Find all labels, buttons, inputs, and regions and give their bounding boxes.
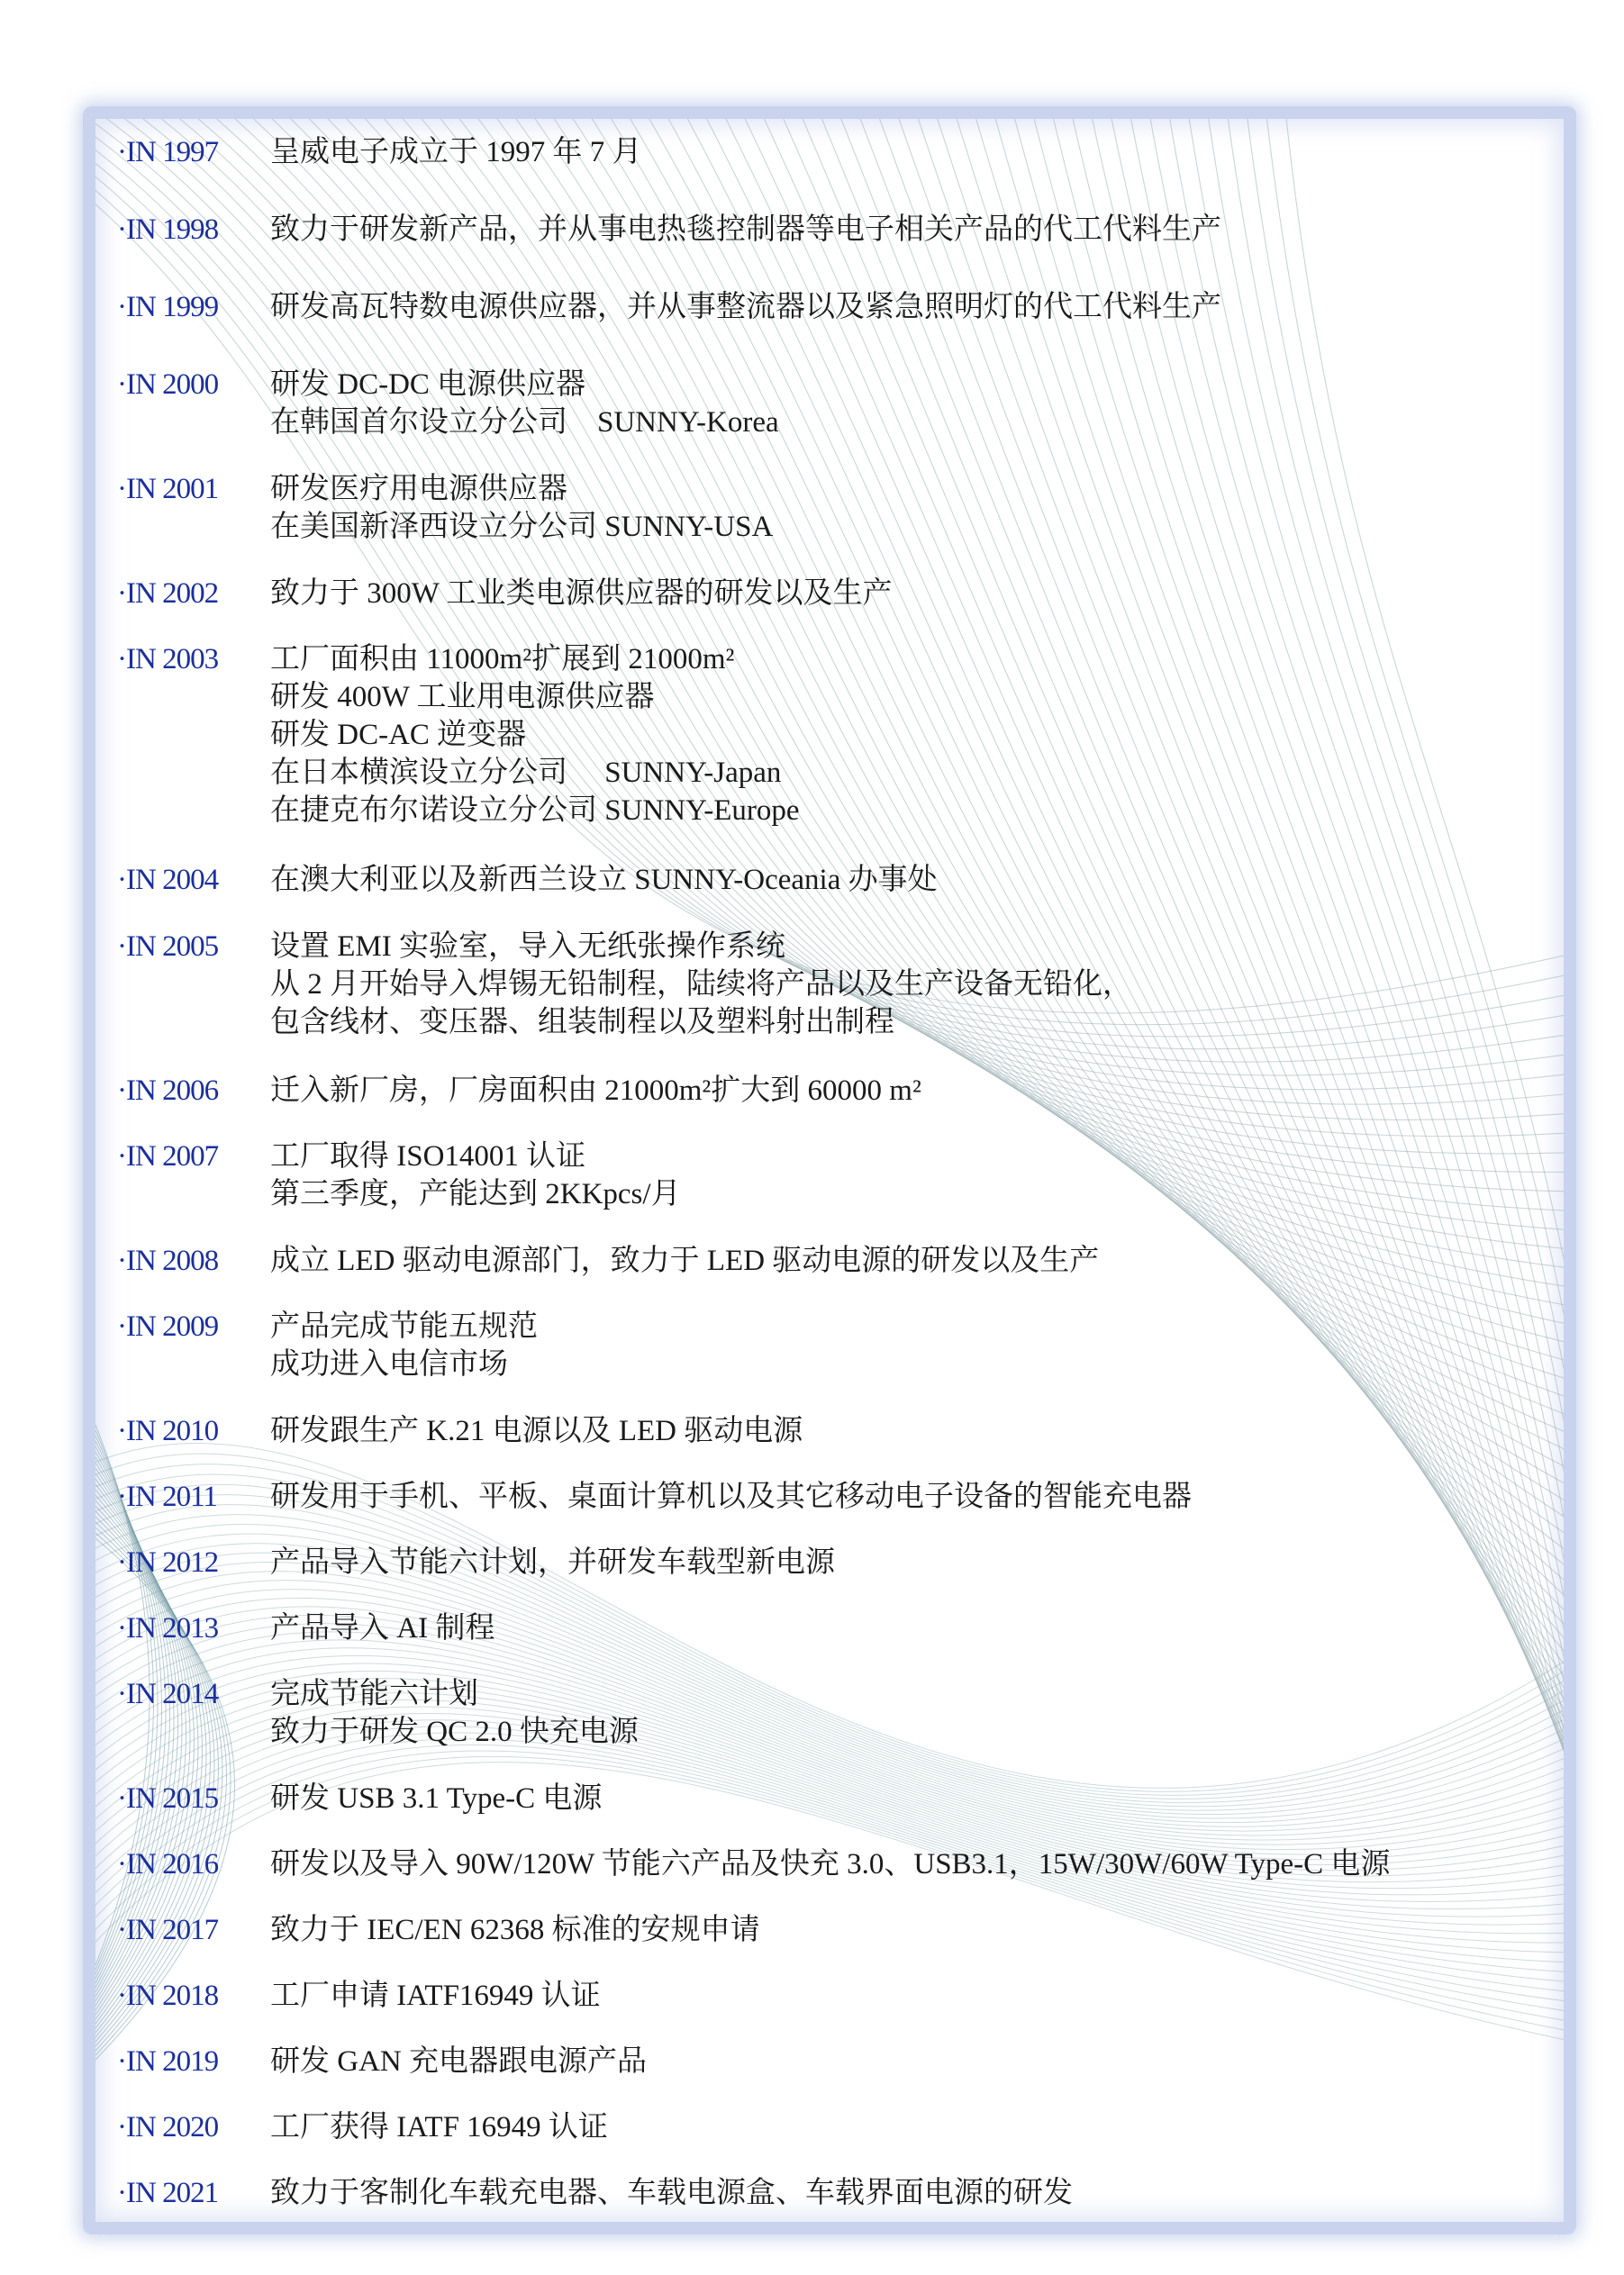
entry-year	[117, 288, 218, 326]
entry-line: 在日本横滨设立分公司 SUNNY-Japan	[270, 757, 782, 789]
entry-year	[117, 133, 218, 171]
entry-description	[270, 928, 1132, 1041]
bullet-dot: ·	[117, 1245, 126, 1277]
bullet-dot: ·	[117, 864, 126, 896]
entry-description	[270, 1780, 602, 1817]
bullet-dot: ·	[117, 1481, 126, 1513]
entry-description	[270, 1412, 803, 1450]
entry-description	[270, 861, 938, 899]
year-label: IN 1998	[126, 213, 219, 246]
entry-line: 工厂申请 IATF16949 认证	[270, 1980, 601, 2012]
entry-line: 工厂面积由 11000m²扩展到 21000m²	[270, 643, 735, 675]
entry-description	[270, 1308, 538, 1383]
year-label: IN 2001	[126, 473, 219, 505]
entry-year	[117, 1977, 218, 2015]
entry-description	[270, 1242, 1099, 1280]
entry-line: 致力于 300W 工业类电源供应器的研发以及生产	[270, 577, 893, 610]
bullet-dot: ·	[117, 1140, 126, 1173]
year-label: IN 2014	[126, 1678, 219, 1710]
entry-description	[270, 1544, 835, 1582]
year-label: IN 2009	[126, 1310, 219, 1343]
bullet-dot: ·	[117, 1415, 126, 1447]
year-label: IN 2006	[126, 1074, 219, 1107]
entry-line: 成立 LED 驱动电源部门，致力于 LED 驱动电源的研发以及生产	[270, 1245, 1100, 1277]
bullet-dot: ·	[117, 2045, 126, 2078]
entry-description	[270, 1911, 760, 1949]
entry-line: 迁入新厂房，厂房面积由 21000m²扩大到 60000 m²	[270, 1074, 921, 1107]
entry-description	[270, 1675, 639, 1751]
entry-line: 呈威电子成立于 1997 年 7 月	[270, 136, 642, 168]
entry-description	[270, 1977, 601, 2015]
entry-line: 研发用于手机、平板、桌面计算机以及其它移动电子设备的智能充电器	[270, 1481, 1192, 1513]
year-label: IN 2016	[126, 1848, 219, 1881]
entry-line: 完成节能六计划	[270, 1678, 478, 1710]
year-label: IN 2018	[126, 1980, 219, 2012]
bullet-dot: ·	[117, 2177, 126, 2209]
bullet-dot: ·	[117, 136, 126, 168]
entry-year	[117, 1242, 218, 1280]
entry-description	[270, 133, 642, 171]
entry-year	[117, 470, 218, 508]
entry-line: 设置 EMI 实验室，导入无纸张操作系统	[270, 930, 785, 963]
entry-year	[117, 2174, 218, 2212]
entry-year	[117, 861, 218, 899]
entry-year	[117, 1072, 218, 1110]
year-label: IN 2017	[126, 1914, 219, 1946]
entry-line: 产品完成节能五规范	[270, 1310, 538, 1343]
bullet-dot: ·	[117, 643, 126, 675]
year-label: IN 1997	[126, 136, 219, 168]
year-label: IN 2007	[126, 1140, 219, 1173]
entry-description	[270, 211, 1221, 249]
entry-line: 在韩国首尔设立分公司 SUNNY-Korea	[270, 406, 779, 439]
entry-line: 研发高瓦特数电源供应器，并从事整流器以及紧急照明灯的代工代料生产	[270, 291, 1221, 323]
bullet-dot: ·	[117, 1546, 126, 1579]
entry-year	[117, 1138, 218, 1175]
year-label: IN 2019	[126, 2045, 219, 2078]
entry-line: 第三季度，产能达到 2KKpcs/月	[270, 1178, 681, 1210]
entry-line: 在澳大利亚以及新西兰设立 SUNNY-Oceania 办事处	[270, 864, 938, 896]
entry-year	[117, 2108, 218, 2146]
entry-year	[117, 1609, 218, 1647]
entry-year	[117, 575, 218, 612]
entry-line: 从 2 月开始导入焊锡无铅制程，陆续将产品以及生产设备无铅化，	[270, 968, 1132, 1001]
bullet-dot: ·	[117, 1612, 126, 1645]
entry-line: 致力于 IEC/EN 62368 标准的安规申请	[270, 1914, 760, 1946]
entry-year	[117, 1911, 218, 1949]
entry-line: 在美国新泽西设立分公司 SUNNY-USA	[270, 511, 774, 543]
bullet-dot: ·	[117, 1914, 126, 1946]
entry-description	[270, 470, 773, 546]
entry-line: 包含线材、变压器、组装制程以及塑料射出制程	[270, 1006, 894, 1038]
entry-year	[117, 1412, 218, 1450]
bullet-dot: ·	[117, 213, 126, 246]
entry-line: 工厂获得 IATF 16949 认证	[270, 2111, 608, 2144]
entry-description	[270, 640, 800, 829]
entry-year	[117, 1478, 217, 1516]
entry-line: 工厂取得 ISO14001 认证	[270, 1140, 586, 1173]
entry-line: 研发 DC-DC 电源供应器	[270, 368, 586, 401]
bullet-dot: ·	[117, 1782, 126, 1815]
entry-year	[117, 2043, 218, 2080]
entry-line: 致力于客制化车载充电器、车载电源盒、车载界面电源的研发	[270, 2177, 1073, 2209]
entry-line: 研发 GAN 充电器跟电源产品	[270, 2045, 647, 2078]
year-label: IN 2003	[126, 643, 219, 675]
bullet-dot: ·	[117, 291, 126, 323]
entry-description	[270, 366, 779, 441]
entry-description	[270, 2108, 608, 2146]
bullet-dot: ·	[117, 1848, 126, 1881]
year-label: IN 2002	[126, 577, 219, 610]
entry-description	[270, 1845, 1390, 1883]
year-label: IN 2015	[126, 1782, 219, 1815]
year-label: IN 2012	[126, 1546, 219, 1579]
entry-year	[117, 1544, 218, 1582]
year-label: IN 2005	[126, 930, 219, 963]
entry-description	[270, 1072, 921, 1110]
bullet-dot: ·	[117, 473, 126, 505]
year-label: IN 2004	[126, 864, 219, 896]
entry-line: 产品导入 AI 制程	[270, 1612, 495, 1645]
entry-description	[270, 1478, 1192, 1516]
bullet-dot: ·	[117, 2111, 126, 2144]
entry-line: 研发跟生产 K.21 电源以及 LED 驱动电源	[270, 1415, 803, 1447]
entry-year	[117, 928, 218, 965]
entry-year	[117, 1675, 218, 1713]
entry-line: 研发 400W 工业用电源供应器	[270, 681, 655, 713]
entry-description	[270, 288, 1221, 326]
year-label: IN 2010	[126, 1415, 219, 1447]
entry-line: 成功进入电信市场	[270, 1348, 508, 1381]
bullet-dot: ·	[117, 577, 126, 610]
year-label: IN 2021	[126, 2177, 219, 2209]
entry-year	[117, 1780, 218, 1817]
year-label: IN 2020	[126, 2111, 219, 2144]
bullet-dot: ·	[117, 368, 126, 401]
entry-line: 研发医疗用电源供应器	[270, 473, 567, 505]
year-label: IN 2008	[126, 1245, 219, 1277]
entry-line: 致力于研发 QC 2.0 快充电源	[270, 1716, 639, 1748]
bullet-dot: ·	[117, 1980, 126, 2012]
year-label: IN 2011	[126, 1481, 217, 1513]
entry-year	[117, 1308, 218, 1346]
entry-year	[117, 211, 218, 249]
entry-description	[270, 2174, 1073, 2212]
entry-line: 研发 DC-AC 逆变器	[270, 719, 527, 751]
bullet-dot: ·	[117, 930, 126, 963]
entry-line: 研发 USB 3.1 Type-C 电源	[270, 1782, 603, 1815]
entry-line: 在捷克布尔诺设立分公司 SUNNY-Europe	[270, 794, 800, 827]
bullet-dot: ·	[117, 1678, 126, 1710]
entry-year	[117, 366, 218, 403]
entry-description	[270, 2043, 647, 2080]
entry-line: 致力于研发新产品，并从事电热毯控制器等电子相关产品的代工代料生产	[270, 213, 1221, 246]
entry-description	[270, 575, 893, 612]
entry-description	[270, 1138, 681, 1213]
entry-line: 研发以及导入 90W/120W 节能六产品及快充 3.0、USB3.1，15W/30W/60W Type-C 电源	[270, 1848, 1391, 1881]
year-label: IN 2000	[126, 368, 219, 401]
year-label: IN 2013	[126, 1612, 219, 1645]
entry-year	[117, 1845, 218, 1883]
year-label: IN 1999	[126, 291, 219, 323]
bullet-dot: ·	[117, 1074, 126, 1107]
bullet-dot: ·	[117, 1310, 126, 1343]
entry-description	[270, 1609, 494, 1647]
entry-line: 产品导入节能六计划，并研发车载型新电源	[270, 1546, 835, 1579]
entry-year	[117, 640, 218, 678]
